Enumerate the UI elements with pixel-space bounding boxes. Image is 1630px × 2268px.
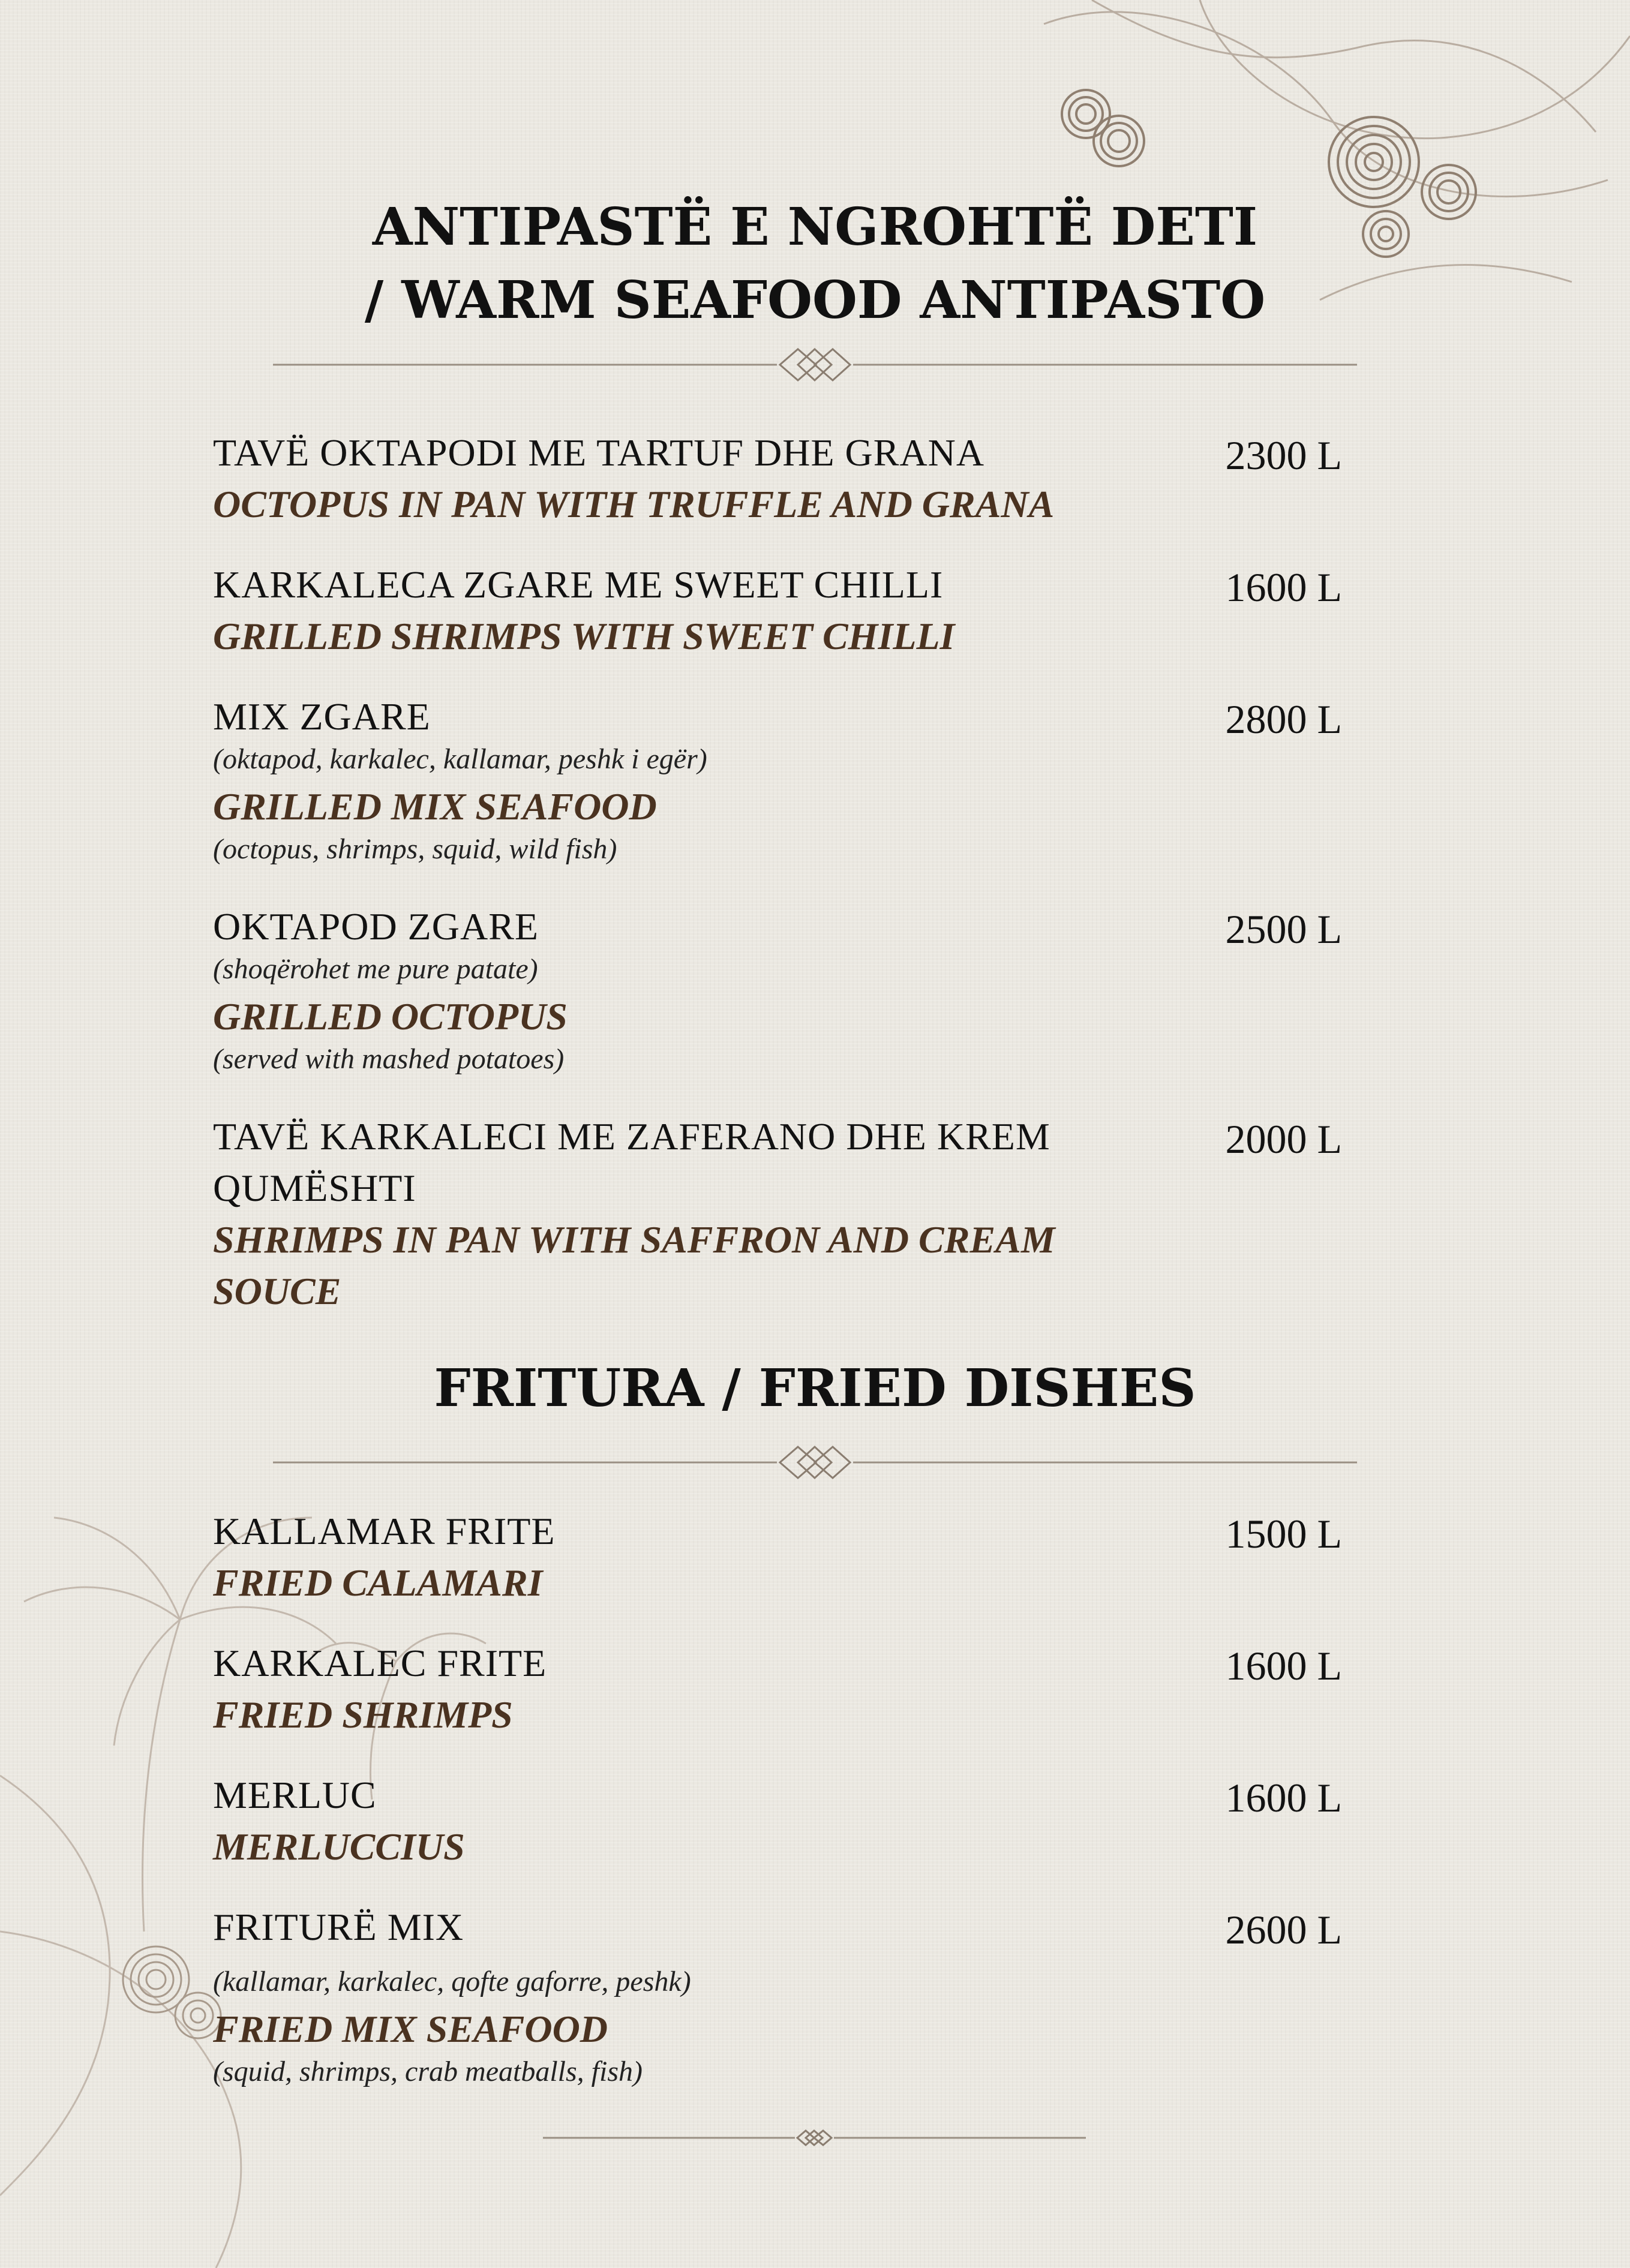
menu-item-price: 2800 L — [1225, 696, 1342, 742]
menu-item-note: (served with mashed potatoes) — [213, 1043, 565, 1075]
menu-item-note: (shoqërohet me pure patate) — [213, 953, 538, 985]
menu-item-name-continued: QUMËSHTI — [213, 1167, 416, 1209]
menu-item-english: SHRIMPS IN PAN WITH SAFFRON AND CREAM — [213, 1218, 1055, 1261]
menu-item-english: FRIED CALAMARI — [213, 1561, 543, 1604]
menu-item-name: KALLAMAR FRITE — [213, 1510, 556, 1552]
menu-item-note: (oktapod, karkalec, kallamar, peshk i egër) — [213, 743, 707, 775]
ornamental-divider-icon — [273, 1440, 1357, 1485]
menu-item-price: 1600 L — [1225, 1643, 1342, 1689]
menu-item-english: GRILLED OCTOPUS — [213, 995, 568, 1038]
bottom-ornamental-divider-icon — [543, 2126, 1086, 2150]
menu-item-price: 1600 L — [1225, 1775, 1342, 1821]
menu-item-english: FRIED MIX SEAFOOD — [213, 2008, 608, 2050]
menu-item-price: 2600 L — [1225, 1907, 1342, 1952]
menu-item-name: MERLUC — [213, 1774, 377, 1816]
menu-item-note: (kallamar, karkalec, qofte gaforre, peshk) — [213, 1966, 691, 1997]
menu-item-price: 2300 L — [1225, 432, 1342, 478]
ornamental-divider-icon — [273, 342, 1357, 387]
menu-item-english: FRIED SHRIMPS — [213, 1693, 513, 1736]
menu-item-name: TAVË KARKALECI ME ZAFERANO DHE KREM — [213, 1115, 1050, 1158]
menu-item-english: MERLUCCIUS — [213, 1825, 465, 1868]
menu-item-price: 2500 L — [1225, 906, 1342, 952]
section-title-line2: / WARM SEAFOOD ANTIPASTO — [364, 270, 1266, 331]
section-title-warm-seafood — [0, 191, 1630, 337]
menu-item-english: OCTOPUS IN PAN WITH TRUFFLE AND GRANA — [213, 483, 1055, 525]
menu-item-price: 2000 L — [1225, 1116, 1342, 1162]
menu-item-name: MIX ZGARE — [213, 695, 431, 738]
menu-item-name: FRITURË MIX — [213, 1906, 464, 1948]
menu-item-name: TAVË OKTAPODI ME TARTUF DHE GRANA — [213, 431, 985, 474]
menu-item-english-continued: SOUCE — [213, 1270, 341, 1312]
menu-item-price: 1600 L — [1225, 564, 1342, 610]
menu-item-english: GRILLED SHRIMPS WITH SWEET CHILLI — [213, 615, 955, 657]
section-title-fried-dishes: FRITURA / FRIED DISHES — [434, 1358, 1196, 1419]
section-title-line1: ANTIPASTË E NGROHTË DETI — [372, 197, 1258, 257]
menu-item-name: OKTAPOD ZGARE — [213, 905, 539, 948]
menu-item-english: GRILLED MIX SEAFOOD — [213, 785, 657, 828]
menu-item-price: 1500 L — [1225, 1511, 1342, 1557]
menu-item-note: (octopus, shrimps, squid, wild fish) — [213, 833, 617, 865]
menu-item-name: KARKALEC FRITE — [213, 1642, 547, 1684]
menu-item-name: KARKALECA ZGARE ME SWEET CHILLI — [213, 563, 944, 606]
menu-item-note: (squid, shrimps, crab meatballs, fish) — [213, 2056, 643, 2087]
